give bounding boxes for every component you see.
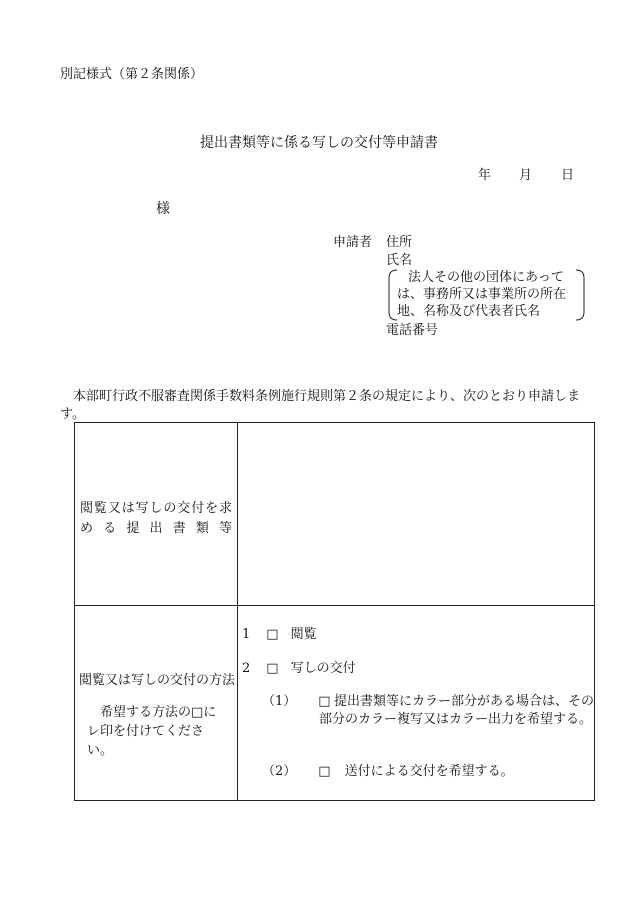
sub-option-number: （2） [262, 764, 297, 779]
sub-option-number: （1） [262, 694, 297, 709]
table-divider-horizontal [75, 605, 594, 606]
document-title: 提出書類等に係る写しの交付等申請書 [200, 135, 438, 151]
sub-option-color-text: 提出書類等にカラー部分がある場合は、その部分のカラー複写又はカラー出力を希望する。 [319, 694, 595, 727]
method-field-label: 閲覧又は写しの交付の方法 [79, 673, 236, 688]
option-label: 閲覧 [290, 627, 317, 642]
date-year-label: 年 [478, 168, 492, 183]
corporate-note-line: 法人その他の団体にあって [408, 270, 564, 285]
method-instruction: 希望する方法の□にレ印を付けてください。 [87, 705, 217, 758]
sub-option-label: 送付による交付を希望する。 [344, 764, 514, 779]
date-month-label: 月 [519, 168, 533, 183]
date-day-label: 日 [561, 168, 575, 183]
name-label: 氏名 [386, 253, 413, 268]
option-copy [242, 660, 356, 678]
copy-checkbox[interactable]: □ [266, 661, 279, 676]
application-table [74, 422, 595, 801]
application-statement: 本部町行政不服審査関係手数料条例施行規則第２条の規定により、次のとおり申請します。 [60, 389, 581, 422]
corporate-note-line: は、事務所又は事業所の所在 [397, 287, 567, 302]
sub-option-mail [262, 763, 514, 781]
color-copy-checkbox[interactable]: □ [318, 694, 331, 709]
addressee-suffix: 様 [156, 201, 170, 217]
table-divider-vertical [237, 423, 238, 800]
option-number: 1 [242, 627, 251, 642]
view-checkbox[interactable]: □ [266, 627, 279, 642]
option-number: 2 [242, 661, 251, 676]
corporate-note-line: 地、名称及び代表者氏名 [397, 304, 541, 319]
corporate-note [388, 269, 585, 321]
option-view [242, 626, 317, 644]
address-label: 住所 [386, 235, 413, 250]
mail-delivery-checkbox[interactable]: □ [318, 764, 331, 779]
documents-field-label: 閲覧又は写しの交付を求める提出書類等 [80, 501, 232, 536]
applicant-label: 申請者 [333, 235, 373, 250]
phone-label: 電話番号 [386, 323, 439, 338]
option-label: 写しの交付 [290, 661, 356, 676]
form-style-label: 別記様式（第２条関係） [60, 67, 204, 82]
